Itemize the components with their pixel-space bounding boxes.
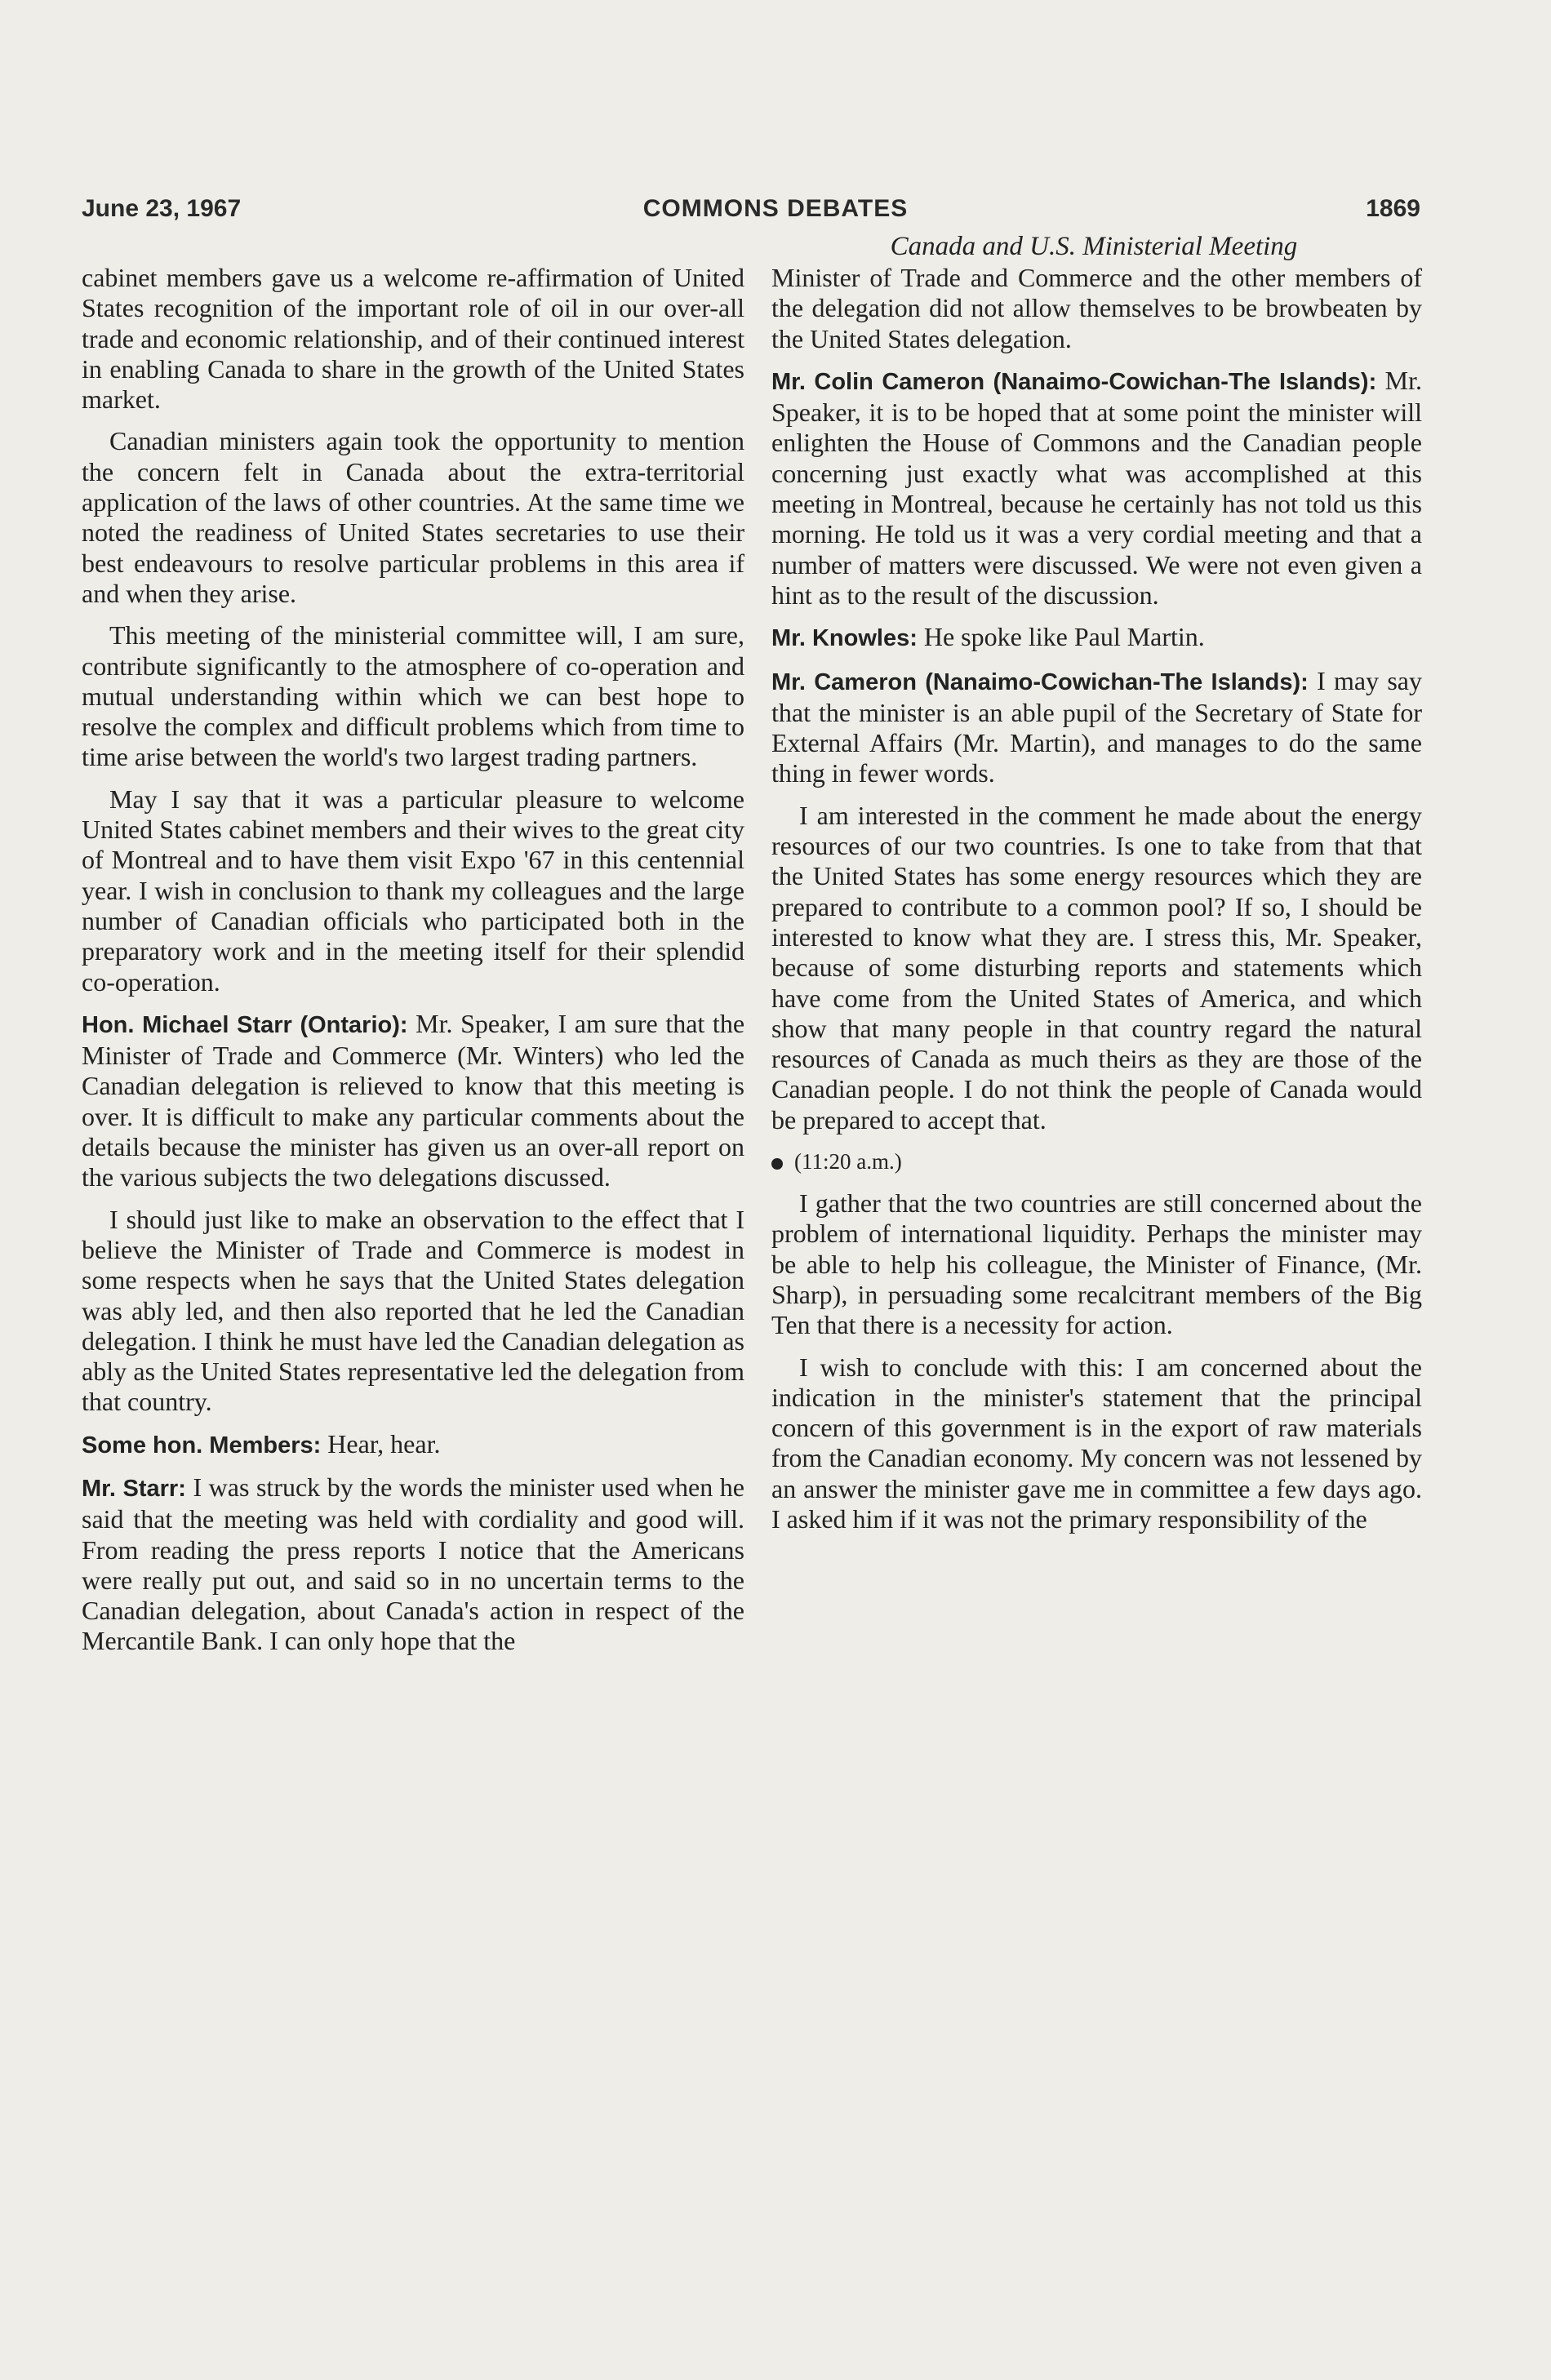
time-stamp	[771, 1147, 1422, 1177]
speech-text: He spoke like Paul Martin.	[923, 622, 1205, 652]
speaker-name: Mr. Knowles:	[771, 625, 918, 652]
speech-text: Hear, hear.	[327, 1428, 441, 1459]
speaker-name: Mr. Colin Cameron (Nanaimo-Cowichan-The Islands):	[771, 368, 1377, 395]
left-column	[82, 263, 744, 1668]
speaker-name: Mr. Starr:	[82, 1475, 186, 1502]
speech-paragraph	[771, 366, 1422, 611]
speech-text: Mr. Speaker, it is to be hoped that at some point the minister will enlighten the House of Commons and the Canadian people concerning just exactly what was accomplished at this meeting in Montreal, because he certainly has not told us this morning. He told us it was a very cordial meeting and that a number of matters were discussed. We were not even given a hint as to the result of the discussion.	[771, 365, 1423, 610]
paragraph: Canadian ministers again took the opportunity to mention the concern felt in Canada about the extra-territorial application of the laws of other countries. At the same time we noted the readiness of United States secretaries to use their best endeavours to resolve particular problems in this area if and when they arise.	[82, 426, 744, 608]
header-title: COMMONS DEBATES	[642, 195, 909, 222]
speech-paragraph	[82, 1009, 744, 1193]
time-stamp-text: (11:20 a.m.)	[794, 1149, 902, 1174]
speech-text: I may say that the minister is an able pupil of the Secretary of State for External Affairs (Mr. Martin), and manages to do the same thing in fewer words.	[771, 665, 1423, 788]
paragraph: I should just like to make an observation to the effect that I believe the Minister of Trade and Commerce is modest in some respects when he says that the United States delegation was ably led, and then also reported that he led the Canadian delegation. I think he must have led the Canadian delegation as ably as the United States representative led the delegation from that country.	[82, 1204, 744, 1417]
paragraph: I wish to conclude with this: I am concerned about the indication in the minister's statement that the principal concern of this government is in the export of raw materials from the Canadian economy. My concern was not lessened by an answer the minister gave me in committee a few days ago. I asked him if it was not the primary responsibility of the	[771, 1352, 1422, 1534]
speech-text: Mr. Speaker, I am sure that the Minister of Trade and Commerce (Mr. Winters) who led the Canadian delegation is relieved to know that this meeting is over. It is difficult to make any particular comments about the details because the minister has given us an over-all report on the various subjects the two delegations discussed.	[82, 1008, 745, 1192]
speaker-name: Some hon. Members:	[82, 1432, 322, 1459]
paragraph: Minister of Trade and Commerce and the other members of the delegation did not allow themselves to be browbeaten by the United States delegation.	[771, 263, 1422, 353]
speaker-name: Hon. Michael Starr (Ontario):	[82, 1011, 408, 1038]
speech-paragraph	[771, 622, 1422, 654]
bullet-icon	[771, 1158, 783, 1170]
paragraph: I gather that the two countries are still concerned about the problem of international liquidity. Perhaps the minister may be able to help his colleague, the Minister of Finance, (Mr. Sharp), in persuading some recalcitrant members of the Big Ten that there is a necessity for action.	[771, 1188, 1422, 1340]
paragraph: I am interested in the comment he made about the energy resources of our two countries. Is one to take from that that the United States has some energy resources which they are prepared to contribute to a common pool? If so, I should be interested to know what they are. I stress this, Mr. Speaker, because of some disturbing reports and statements which have come from the United States of America, and which show that many people in that country regard the natural resources of Canada as much theirs as they are those of the Canadian people. I do not think the people of Canada would be prepared to accept that.	[771, 800, 1422, 1134]
header-page-number: 1869	[1366, 195, 1420, 222]
running-subject: Canada and U.S. Ministerial Meeting	[890, 232, 1298, 261]
speech-text: I was struck by the words the minister used when he said that the meeting was held with cordiality and good will. From reading the press reports I notice that the Americans were really put out, and said so in no uncertain terms to the Canadian delegation, about Canada's action in respect of the Mercantile Bank. I can only hope that the	[82, 1472, 745, 1656]
paragraph: cabinet members gave us a welcome re-affirmation of United States recognition of the important role of oil in our over-all trade and economic relationship, and of their continued interest in enabling Canada to share in the growth of the United States market.	[82, 263, 744, 415]
speech-paragraph	[82, 1472, 744, 1657]
speech-paragraph	[82, 1429, 744, 1461]
speech-paragraph	[771, 666, 1422, 789]
header-date: June 23, 1967	[82, 195, 242, 222]
paragraph: This meeting of the ministerial committee will, I am sure, contribute significantly to the atmosphere of co-operation and mutual understanding within which we can best hope to resolve the complex and difficult problems which from time to time arise between the world's two largest trading partners.	[82, 620, 744, 772]
right-column	[771, 263, 1422, 1546]
paragraph: May I say that it was a particular pleasure to welcome United States cabinet members and their wives to the great city of Montreal and to have them visit Expo '67 in this centennial year. I wish in conclusion to thank my colleagues and the large number of Canadian officials who participated both in the preparatory work and in the meeting itself for their splendid co-operation.	[82, 784, 744, 997]
speaker-name: Mr. Cameron (Nanaimo-Cowichan-The Islands):	[771, 668, 1309, 695]
